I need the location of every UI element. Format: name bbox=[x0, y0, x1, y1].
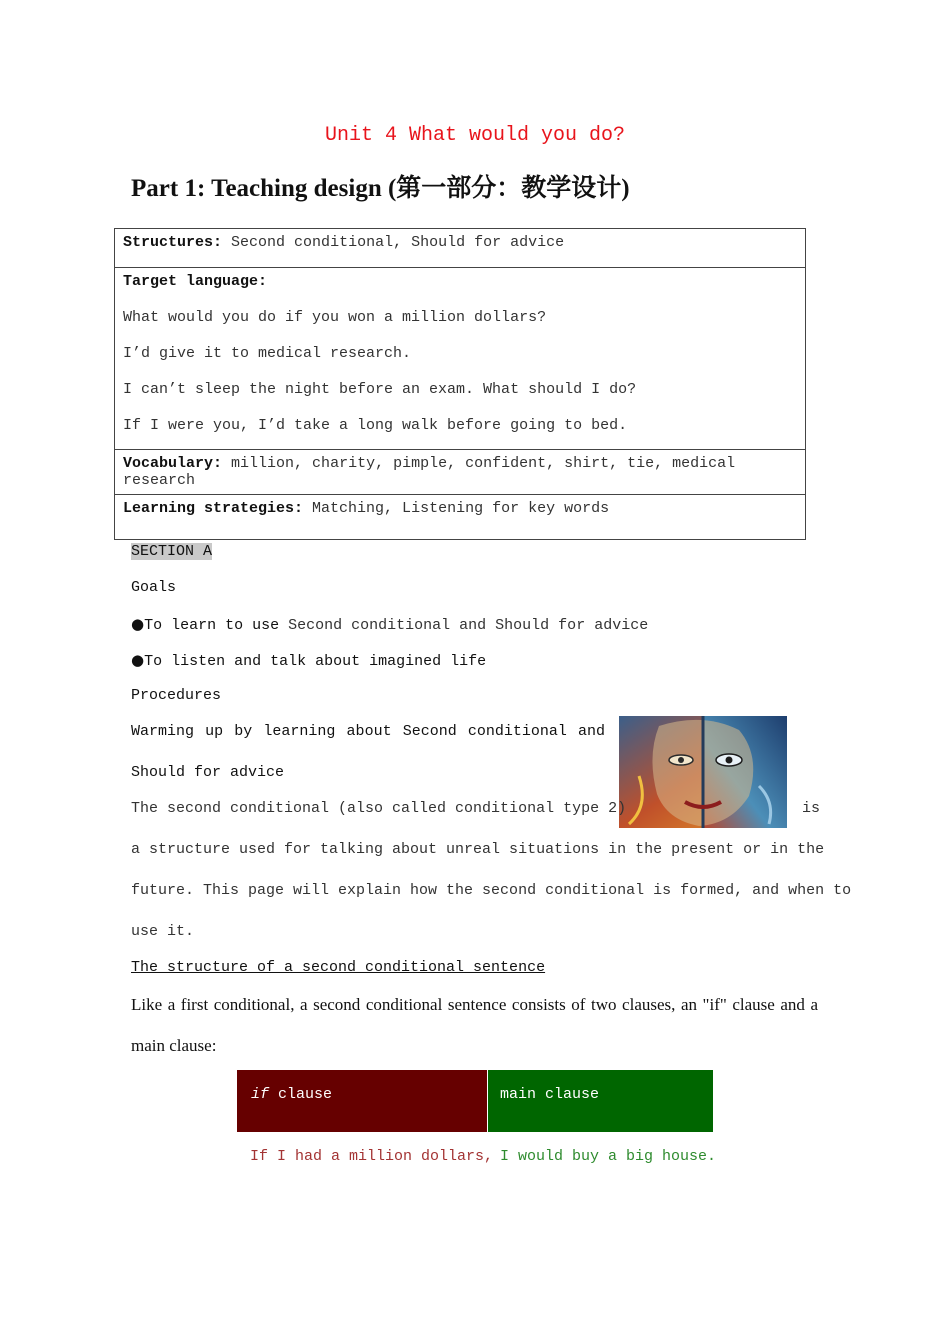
goals-label: Goals bbox=[131, 579, 177, 596]
goal-text: Second conditional and Should for advice bbox=[288, 617, 649, 634]
conditional-table bbox=[237, 1070, 713, 1132]
if-word: if bbox=[251, 1086, 270, 1103]
document-title: Unit 4 What would you do? bbox=[324, 124, 626, 147]
structure-heading-link[interactable]: The structure of a second conditional sentence bbox=[131, 959, 546, 976]
description-line: Like a first conditional, a second conditional sentence consists of two clauses, an "if" clause and a bbox=[131, 995, 818, 1014]
structures-value: Second conditional, Should for advice bbox=[231, 234, 565, 251]
strategies-row bbox=[114, 494, 806, 540]
target-language-row bbox=[114, 267, 806, 450]
warmup-heading-line: Should for advice bbox=[131, 764, 285, 781]
structures-row bbox=[114, 228, 806, 268]
paragraph-line: use it. bbox=[131, 923, 195, 940]
goal-bold-text: To learn to use bbox=[144, 617, 280, 634]
strategies-value: Matching, Listening for key words bbox=[312, 500, 610, 517]
target-line: I’d give it to medical research. bbox=[123, 345, 412, 362]
main-clause-header: main clause bbox=[487, 1070, 713, 1132]
target-line: I can’t sleep the night before an exam. What should I do? bbox=[123, 381, 637, 398]
example-if-clause: If I had a million dollars, bbox=[250, 1148, 494, 1165]
structures-label: Structures: bbox=[123, 234, 223, 251]
vocabulary-label: Vocabulary: bbox=[123, 455, 223, 472]
paragraph-line: The second conditional (also called conditional type 2) bbox=[131, 800, 627, 817]
target-label: Target language: bbox=[123, 273, 268, 290]
if-clause-word: clause bbox=[278, 1086, 333, 1103]
goal-text: To listen and talk about imagined life bbox=[144, 653, 487, 670]
paragraph-line: a structure used for talking about unreal situations in the present or in the bbox=[131, 841, 825, 858]
strategies-label: Learning strategies: bbox=[123, 500, 304, 517]
bullet-icon: ● bbox=[131, 615, 145, 633]
section-a-label: SECTION A bbox=[131, 543, 213, 560]
vocabulary-value: million, charity, pimple, confident, shirt, tie, medical research bbox=[123, 455, 736, 489]
if-clause-header bbox=[237, 1070, 487, 1132]
goal-item bbox=[131, 651, 486, 670]
vocabulary-row bbox=[114, 449, 806, 495]
bullet-icon: ● bbox=[131, 651, 145, 669]
goal-item bbox=[131, 615, 648, 634]
paragraph-line-end: is bbox=[802, 800, 821, 817]
warmup-heading-line: Warming up by learning about Second conditional and bbox=[131, 723, 605, 740]
description-line: main clause: bbox=[131, 1036, 217, 1055]
part-heading: Part 1: Teaching design (第一部分：教学设计) bbox=[131, 175, 630, 202]
example-main-clause: I would buy a big house. bbox=[500, 1148, 717, 1165]
target-line: If I were you, I’d take a long walk before going to bed. bbox=[123, 417, 628, 434]
paragraph-line: future. This page will explain how the second conditional is formed, and when to bbox=[131, 882, 852, 899]
abstract-face-painting bbox=[619, 716, 787, 828]
procedures-label: Procedures bbox=[131, 687, 222, 704]
target-line: What would you do if you won a million dollars? bbox=[123, 309, 547, 326]
